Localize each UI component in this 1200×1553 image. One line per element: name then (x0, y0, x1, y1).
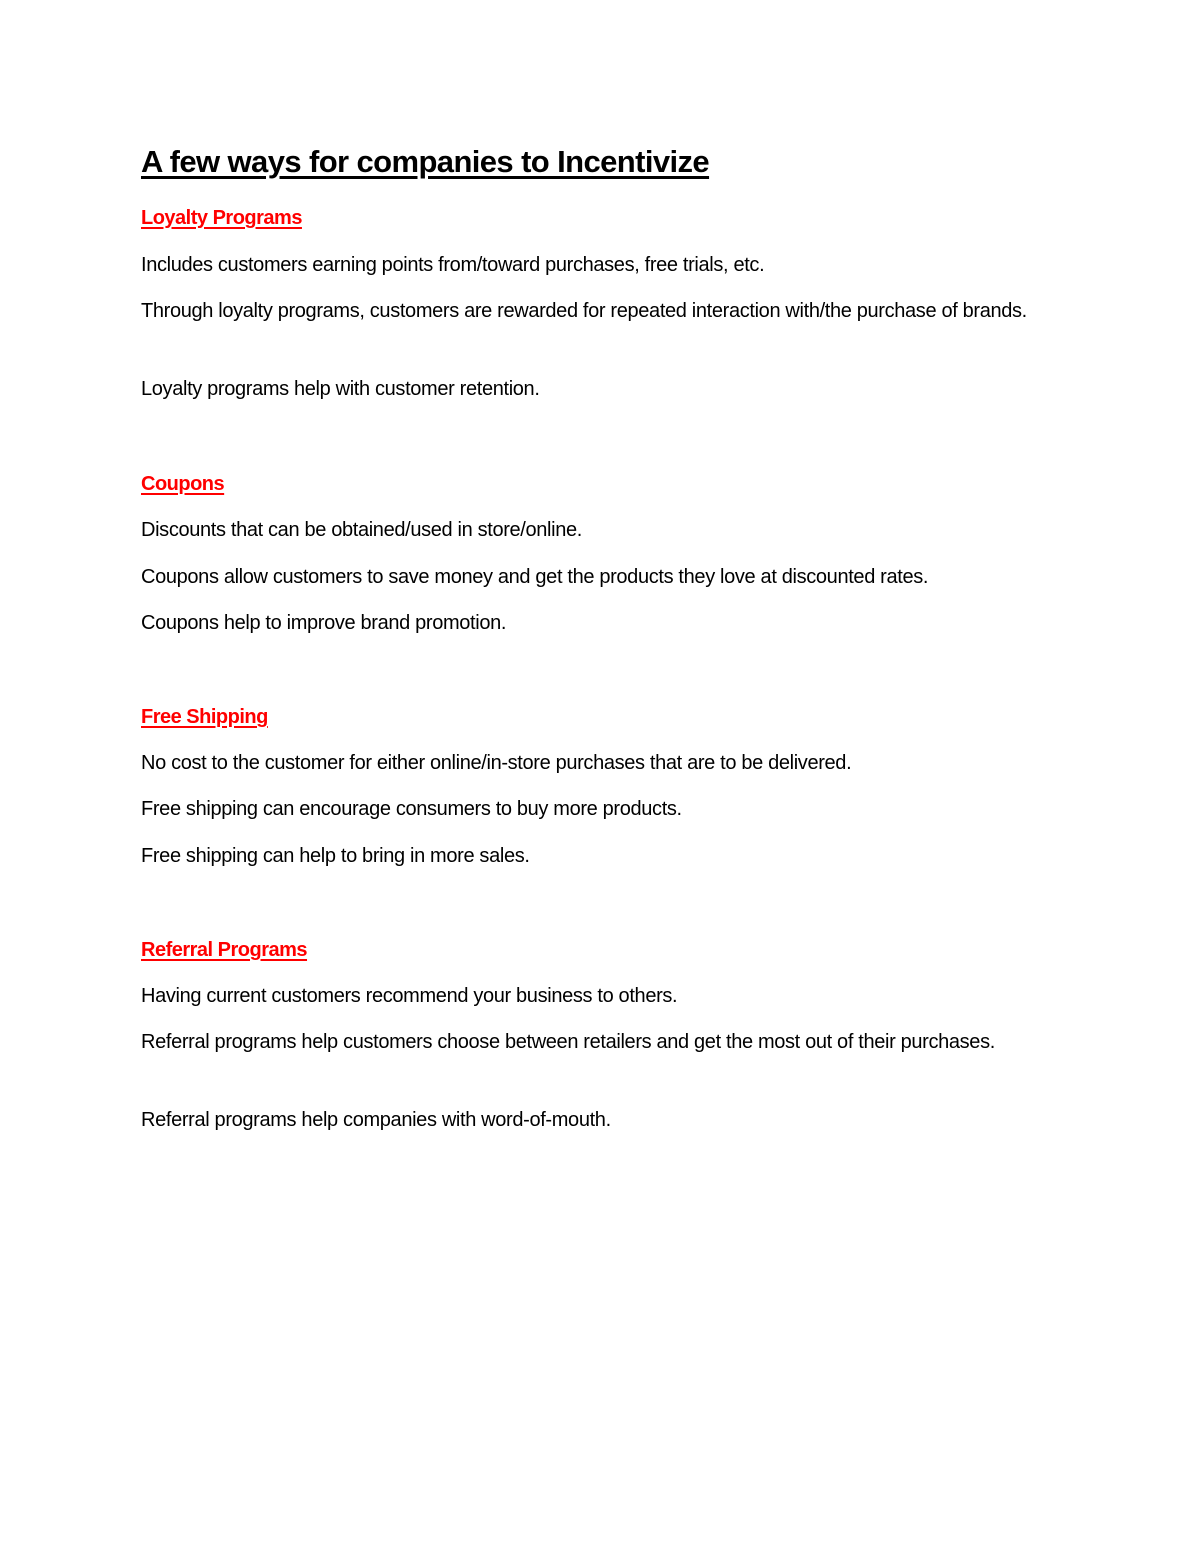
section-heading: Coupons (141, 473, 225, 495)
document-title: A few ways for companies to Incentivize (141, 144, 710, 179)
paragraph: No cost to the customer for either online/in-store purchases that are to be delivered. (141, 752, 852, 774)
paragraph: Discounts that can be obtained/used in store/online. (141, 519, 582, 541)
section-coupons (141, 472, 1059, 496)
paragraph: Loyalty programs help with customer retention. (141, 378, 540, 400)
section-referral-programs (141, 938, 1059, 962)
paragraph: Free shipping can encourage consumers to buy more products. (141, 798, 682, 820)
section-heading: Loyalty Programs (141, 207, 302, 229)
section-heading: Referral Programs (141, 939, 308, 961)
paragraph: Free shipping can help to bring in more sales. (141, 845, 530, 867)
paragraph: Includes customers earning points from/toward purchases, free trials, etc. (141, 254, 765, 276)
paragraph: Through loyalty programs, customers are rewarded for repeated interaction with/the purchase of brands. (141, 300, 1027, 322)
section-loyalty-programs (141, 206, 1059, 230)
paragraph: Coupons help to improve brand promotion. (141, 612, 507, 634)
paragraph: Coupons allow customers to save money and get the products they love at discounted rates. (141, 566, 929, 588)
section-heading: Free Shipping (141, 706, 268, 728)
paragraph: Referral programs help companies with word-of-mouth. (141, 1109, 611, 1131)
section-free-shipping (141, 705, 1059, 729)
paragraph: Referral programs help customers choose between retailers and get the most out of their purchases. (141, 1031, 995, 1053)
paragraph: Having current customers recommend your business to others. (141, 985, 678, 1007)
